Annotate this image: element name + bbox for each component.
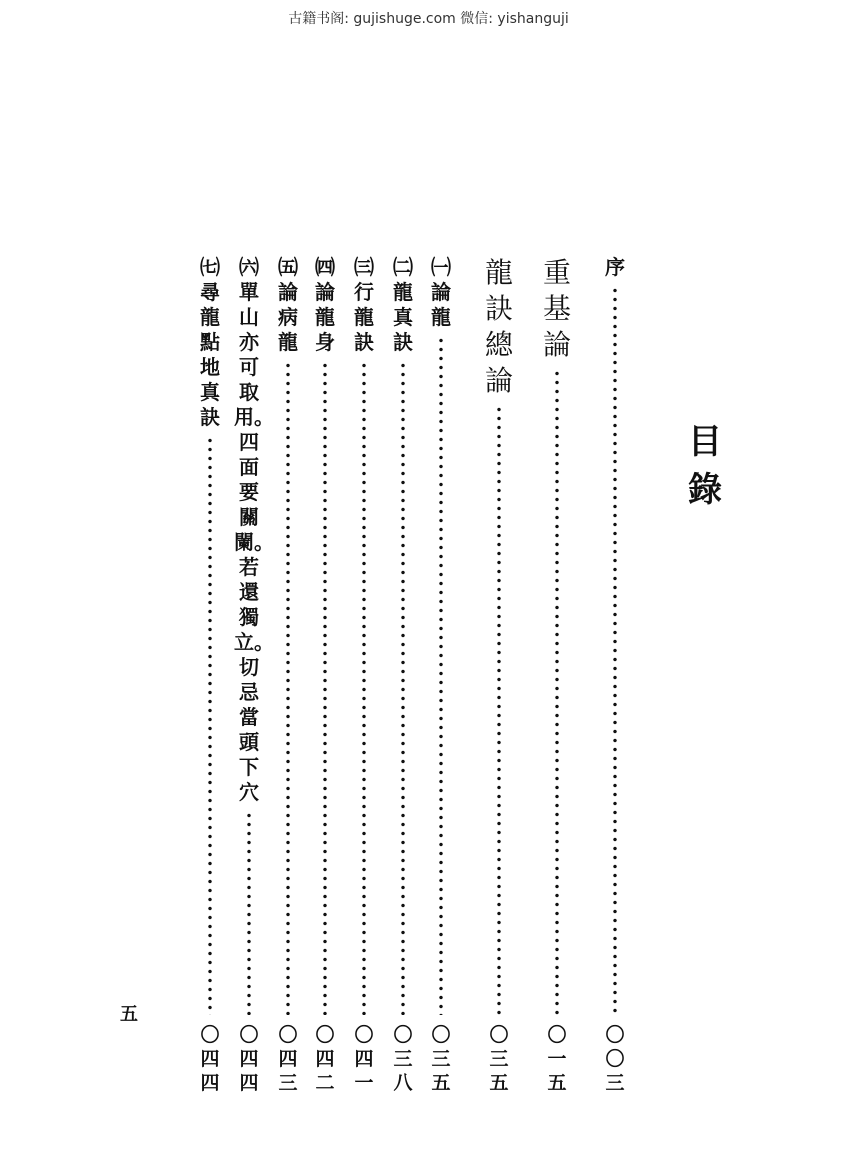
toc-page-number: 〇三五 bbox=[431, 1024, 451, 1094]
toc-entry-1 bbox=[426, 255, 456, 1095]
folio-page-number: 五 bbox=[120, 1004, 138, 1025]
dot-leader bbox=[497, 405, 501, 1015]
toc-entry-title: ㈢行龍訣 bbox=[354, 255, 374, 354]
dot-leader bbox=[401, 361, 405, 1015]
dot-leader bbox=[323, 361, 327, 1015]
toc-page-number: 〇一五 bbox=[547, 1024, 567, 1094]
toc-entry-title: ㈠論龍 bbox=[431, 255, 451, 329]
toc-entry-title: ㈦尋龍點地真訣 bbox=[200, 255, 220, 429]
toc-entry-preface bbox=[600, 255, 630, 1095]
toc-entry-title: 重基論 bbox=[542, 256, 571, 361]
toc-entry-title: ㈥單山亦可取用。四面要關闌。若還獨立。切忌當頭下穴 bbox=[234, 255, 274, 804]
toc-page-number: 〇三五 bbox=[489, 1024, 509, 1094]
toc-page-number: 〇四四 bbox=[239, 1024, 259, 1094]
toc-entry-3 bbox=[349, 255, 379, 1095]
toc-entry-title: ㈣論龍身 bbox=[315, 255, 335, 354]
dot-leader bbox=[208, 436, 212, 1015]
toc-entry-5 bbox=[273, 255, 303, 1095]
toc-entry-title: ㈤論病龍 bbox=[278, 255, 298, 354]
dot-leader bbox=[555, 369, 559, 1015]
toc-entry-chongji bbox=[538, 255, 576, 1095]
toc-page-number: 〇四二 bbox=[315, 1024, 335, 1094]
toc-page-number: 〇三八 bbox=[393, 1024, 413, 1094]
dot-leader bbox=[247, 811, 251, 1015]
toc-entry-6 bbox=[234, 255, 274, 1095]
toc-entry-title: 龍訣總論 bbox=[484, 256, 513, 397]
toc-entry-title: 序 bbox=[605, 255, 625, 279]
dot-leader bbox=[439, 336, 443, 1015]
page-title: 目錄 bbox=[688, 422, 722, 510]
toc-entry-7 bbox=[195, 255, 225, 1095]
toc-page-number: 〇四四 bbox=[200, 1024, 220, 1094]
toc-page-number: 〇〇三 bbox=[605, 1024, 625, 1094]
dot-leader bbox=[362, 361, 366, 1015]
dot-leader bbox=[286, 361, 290, 1015]
toc-entry-2 bbox=[388, 255, 418, 1095]
toc-entry-title: ㈡龍真訣 bbox=[393, 255, 413, 354]
toc-entry-longjue-zonglun bbox=[480, 255, 518, 1095]
toc-page-number: 〇四一 bbox=[354, 1024, 374, 1094]
toc-page-number: 〇四三 bbox=[278, 1024, 298, 1094]
watermark: 古籍书阁: gujishuge.com 微信: yishanguji bbox=[288, 11, 569, 27]
toc-entry-4 bbox=[310, 255, 340, 1095]
dot-leader bbox=[613, 286, 617, 1015]
